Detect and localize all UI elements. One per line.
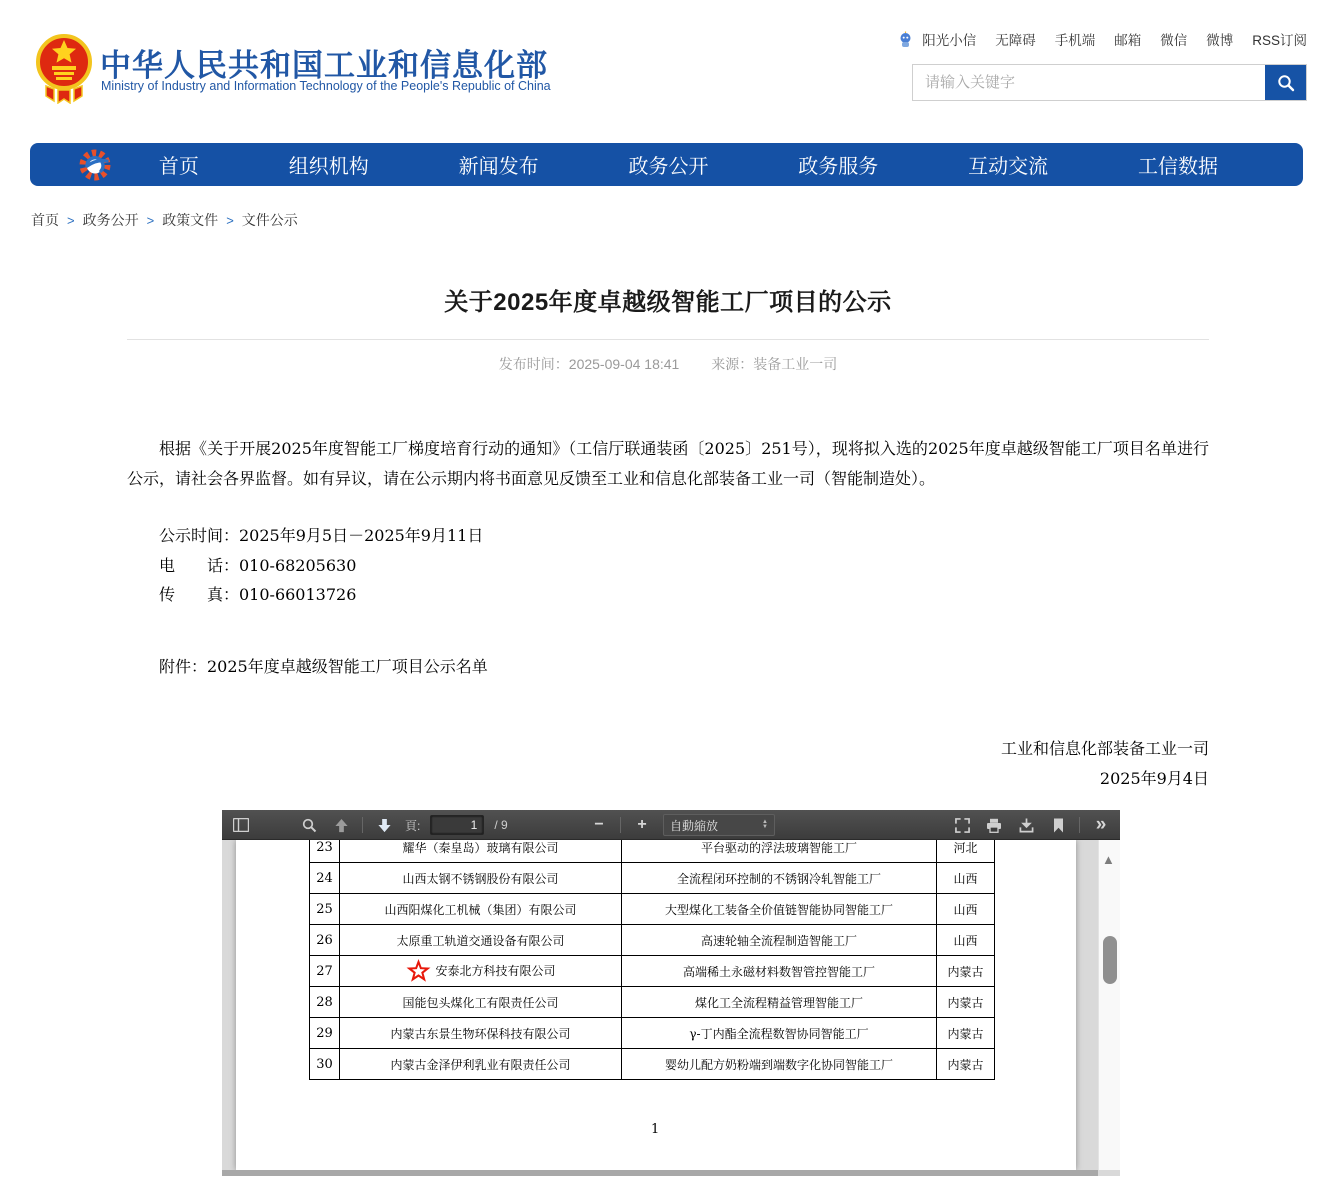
table-row xyxy=(310,863,995,894)
main-nav xyxy=(30,143,1303,186)
row-province: 内蒙古 xyxy=(937,1018,995,1049)
star-annotation-icon xyxy=(405,958,432,985)
pdf-viewer xyxy=(222,810,1120,1177)
breadcrumb-separator: > xyxy=(67,212,75,228)
table-row xyxy=(310,987,995,1018)
search-input[interactable] xyxy=(913,65,1265,100)
article xyxy=(127,270,1209,794)
row-no: 29 xyxy=(310,1018,340,1049)
quick-link-sunshine[interactable]: 阳光小信 xyxy=(922,33,977,48)
row-company-text: 安泰北方科技有限公司 xyxy=(435,963,556,978)
row-province: 内蒙古 xyxy=(937,1049,995,1080)
row-project: 全流程闭环控制的不锈钢冷轧智能工厂 xyxy=(622,863,937,894)
pdf-canvas-area xyxy=(222,840,1120,1176)
attachment-link[interactable]: 附件：2025年度卓越级智能工厂项目公示名单 xyxy=(159,656,488,676)
site-header xyxy=(0,0,1333,130)
row-project: 高端稀土永磁材料数智管控智能工厂 xyxy=(622,956,937,987)
site-subtitle: Ministry of Industry and Information Technology of the People's Republic of China xyxy=(101,79,551,93)
page-up-icon[interactable] xyxy=(330,813,352,837)
search-icon xyxy=(1277,74,1295,92)
row-project: 高速轮轴全流程制造智能工厂 xyxy=(622,925,937,956)
nav-item-data[interactable]: 工信数据 xyxy=(1137,156,1218,178)
row-company: 山西阳煤化工机械（集团）有限公司 xyxy=(340,894,622,925)
breadcrumb-separator: > xyxy=(226,212,234,228)
row-company xyxy=(340,956,622,987)
print-icon[interactable] xyxy=(983,813,1005,837)
nav-item-gov-services[interactable]: 政务服务 xyxy=(798,156,879,178)
quick-link-mail[interactable]: 邮箱 xyxy=(1114,33,1142,48)
row-province: 山西 xyxy=(937,925,995,956)
table-row-starred xyxy=(310,956,995,987)
table-row xyxy=(310,1049,995,1080)
quick-link-mobile[interactable]: 手机端 xyxy=(1054,33,1096,48)
more-tools-icon[interactable]: » xyxy=(1095,814,1107,835)
pdf-page-number: 1 xyxy=(651,1122,660,1137)
quick-link-accessibility[interactable]: 无障碍 xyxy=(995,33,1036,48)
zoom-in-icon[interactable]: + xyxy=(637,816,647,833)
find-icon[interactable] xyxy=(298,813,320,837)
row-project: 煤化工全流程精益管理智能工厂 xyxy=(622,987,937,1018)
row-project: 平台驱动的浮法玻璃智能工厂 xyxy=(622,840,937,863)
row-project: 大型煤化工装备全价值链智能协同智能工厂 xyxy=(622,894,937,925)
nav-item-home[interactable]: 首页 xyxy=(158,156,199,178)
quick-links xyxy=(897,29,1307,49)
telephone: 电 话：010-68205630 xyxy=(159,555,357,575)
row-no: 27 xyxy=(310,956,340,987)
breadcrumb-file-publicity[interactable]: 文件公示 xyxy=(241,212,298,228)
signature-block xyxy=(127,734,1209,794)
page-title: 关于2025年度卓越级智能工厂项目的公示 xyxy=(444,289,892,316)
row-no: 28 xyxy=(310,987,340,1018)
article-content xyxy=(127,434,1209,794)
site-title: 中华人民共和国工业和信息化部 xyxy=(100,48,548,83)
nav-item-organization[interactable]: 组织机构 xyxy=(288,156,369,178)
bookmark-icon[interactable] xyxy=(1047,813,1069,837)
vertical-scrollbar[interactable] xyxy=(1098,840,1120,1170)
article-paragraph: 根据《关于开展2025年度智能工厂梯度培育行动的通知》（工信厅联通装函〔2025〕251号），现将拟入选的2025年度卓越级智能工厂项目名单进行公示，请社会各界监督。如有异议，请在公示期内将书面意见反馈至工业和信息化部装备工业一司（智能制造处）。 xyxy=(127,439,1209,488)
horizontal-scrollbar[interactable] xyxy=(222,1170,1098,1176)
gear-logo-icon xyxy=(78,147,114,183)
breadcrumb-home[interactable]: 首页 xyxy=(31,212,59,228)
table-row xyxy=(310,840,995,863)
row-province: 内蒙古 xyxy=(937,987,995,1018)
row-company: 太原重工轨道交通设备有限公司 xyxy=(340,925,622,956)
table-row xyxy=(310,894,995,925)
quick-link-weibo[interactable]: 微博 xyxy=(1206,33,1234,48)
fax: 传 真：010-66013726 xyxy=(159,585,357,604)
page-number-input[interactable] xyxy=(430,815,484,835)
breadcrumb-policy-files[interactable]: 政策文件 xyxy=(162,212,219,228)
nav-item-interaction[interactable]: 互动交流 xyxy=(968,156,1049,178)
mascot-icon xyxy=(897,31,914,48)
publish-time: 发布时间：2025-09-04 18:41 xyxy=(498,356,680,372)
quick-link-rss[interactable]: RSS订阅 xyxy=(1252,33,1307,48)
article-meta xyxy=(127,354,1209,374)
row-project: γ-丁内酯全流程数智协同智能工厂 xyxy=(622,1018,937,1049)
row-no: 24 xyxy=(310,863,340,894)
site-search xyxy=(912,64,1307,101)
publicity-period: 公示时间：2025年9月5日－2025年9月11日 xyxy=(159,526,484,545)
row-company: 内蒙古东景生物环保科技有限公司 xyxy=(340,1018,622,1049)
breadcrumb-gov-disclosure[interactable]: 政务公开 xyxy=(82,212,139,228)
search-button[interactable] xyxy=(1265,65,1306,100)
row-no: 23 xyxy=(310,840,340,863)
row-province: 河北 xyxy=(937,840,995,863)
breadcrumb xyxy=(31,210,298,230)
download-icon[interactable] xyxy=(1015,813,1037,837)
title-divider xyxy=(127,339,1209,340)
row-project: 婴幼儿配方奶粉端到端数字化协同智能工厂 xyxy=(622,1049,937,1080)
row-no: 26 xyxy=(310,925,340,956)
nav-items xyxy=(114,150,1263,179)
page-label: 頁: xyxy=(405,818,421,833)
info-lines xyxy=(127,521,1209,610)
article-source: 来源：装备工业一司 xyxy=(711,356,838,372)
scroll-thumb[interactable] xyxy=(1103,936,1117,984)
breadcrumb-separator: > xyxy=(146,212,155,228)
scroll-up-arrow-icon[interactable]: ▲ xyxy=(1102,852,1115,867)
nav-item-gov-disclosure[interactable]: 政务公开 xyxy=(628,156,709,178)
pdf-toolbar xyxy=(222,810,1120,840)
nav-item-news[interactable]: 新闻发布 xyxy=(458,156,539,178)
row-province: 山西 xyxy=(937,894,995,925)
table-row xyxy=(310,925,995,956)
national-emblem-icon xyxy=(36,30,92,104)
row-province: 内蒙古 xyxy=(937,956,995,987)
signature-department: 工业和信息化部装备工业一司 xyxy=(1000,738,1209,758)
quick-link-wechat[interactable]: 微信 xyxy=(1160,33,1188,48)
presentation-mode-icon[interactable] xyxy=(951,813,973,837)
row-province: 山西 xyxy=(937,863,995,894)
row-company: 耀华（秦皇岛）玻璃有限公司 xyxy=(340,840,622,863)
zoom-select[interactable] xyxy=(663,814,775,836)
publicity-list-table xyxy=(309,840,995,1080)
sidebar-toggle-icon[interactable] xyxy=(230,813,252,837)
row-no: 30 xyxy=(310,1049,340,1080)
row-no: 25 xyxy=(310,894,340,925)
row-company: 内蒙古金泽伊利乳业有限责任公司 xyxy=(340,1049,622,1080)
spinner-icon: ▲ ▼ xyxy=(762,819,768,830)
pdf-page xyxy=(236,840,1076,1170)
page-down-icon[interactable] xyxy=(373,813,395,837)
zoom-select-value: 自動縮放 xyxy=(670,818,719,833)
row-company: 山西太钢不锈钢股份有限公司 xyxy=(340,863,622,894)
row-company: 国能包头煤化工有限责任公司 xyxy=(340,987,622,1018)
zoom-out-icon[interactable]: − xyxy=(594,816,604,833)
signature-date: 2025年9月4日 xyxy=(1099,768,1209,788)
page-total: / 9 xyxy=(494,818,508,832)
table-row xyxy=(310,1018,995,1049)
